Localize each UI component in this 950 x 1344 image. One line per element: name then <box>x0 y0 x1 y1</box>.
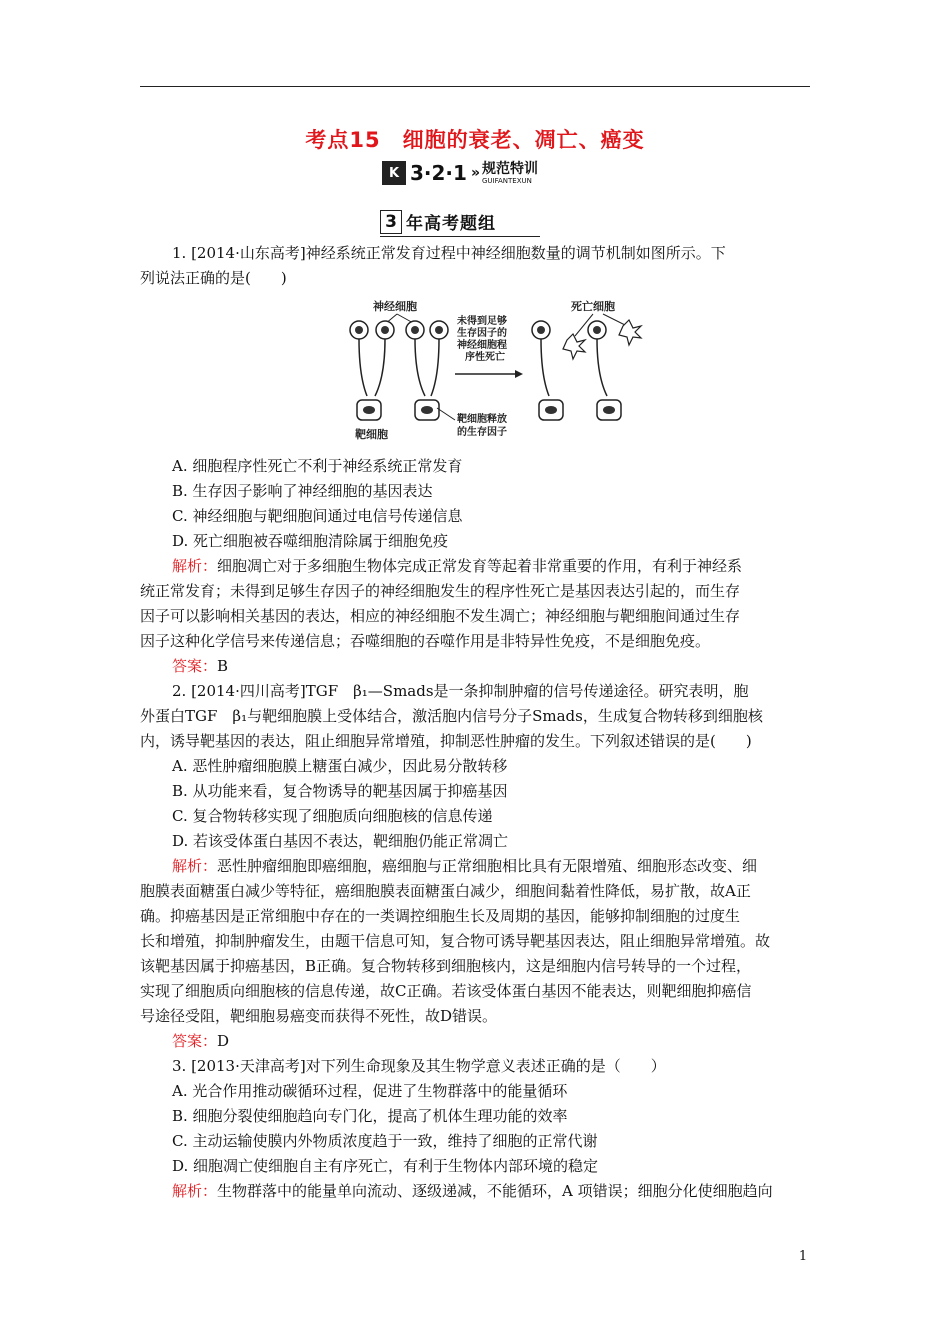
q3-option-b: B. 细胞分裂使细胞趋向专门化，提高了机体生理功能的效率 <box>172 1107 568 1125</box>
q2-analysis-cont: 实现了细胞质向细胞核的信息传递，故C正确。若该受体蛋白基因不能表达，则靶细胞抑癌信 <box>140 982 752 1000</box>
arrow-text-1: 未得到足够 <box>457 316 507 327</box>
q2-analysis: 解析：恶性肿瘤细胞即癌细胞，癌细胞与正常细胞相比具有无限增殖、细胞形态改变、细 <box>172 857 758 875</box>
q2-analysis-cont: 号途径受阻，靶细胞易癌变而获得不死性，故D错误。 <box>140 1007 498 1025</box>
q2-analysis-cont: 确。抑癌基因是正常细胞中存在的一类调控细胞生长及周期的基因，能够抑制细胞的过度生 <box>140 907 741 925</box>
q3-option-a: A. 光合作用推动碳循环过程，促进了生物群落中的能量循环 <box>172 1082 568 1100</box>
q1-option-c: C. 神经细胞与靶细胞间通过电信号传递信息 <box>172 507 463 525</box>
question-1-stem: 1. [2014·山东高考]神经系统正常发育过程中神经细胞数量的调节机制如图所示。下 <box>172 244 726 262</box>
question-2-stem-cont: 外蛋白TGF β₁与靶细胞膜上受体结合，激活胞内信号分子Smads，生成复合物转移到细胞核 <box>140 707 763 725</box>
section-heading <box>380 209 496 234</box>
answer-label: 答案： <box>172 657 218 675</box>
brand-banner <box>382 160 538 186</box>
question-2-stem: 2. [2014·四川高考]TGF β₁—Smads是一条抑制肿瘤的信号传递途径。研究表明，胞 <box>172 682 749 700</box>
page-number: 1 <box>798 1249 808 1264</box>
neuron-left-group <box>350 321 448 441</box>
q2-answer: 答案：D <box>172 1032 230 1050</box>
q1-option-a: A. 细胞程序性死亡不利于神经系统正常发育 <box>172 457 463 475</box>
analysis-label: 解析： <box>172 857 218 875</box>
diagram-label-dead: 死亡细胞 <box>571 300 615 313</box>
brand-logo: K <box>382 161 406 185</box>
release-text-2: 的生存因子 <box>457 427 507 438</box>
release-text-1: 靶细胞释放 <box>457 414 507 425</box>
q2-option-a: A. 恶性肿瘤细胞膜上糖蛋白减少，因此易分散转移 <box>172 757 508 775</box>
section-number-box: 3 <box>380 210 402 234</box>
q2-option-c: C. 复合物转移实现了细胞质向细胞核的信息传递 <box>172 807 493 825</box>
q1-option-b: B. 生存因子影响了神经细胞的基因表达 <box>172 482 433 500</box>
q2-option-d: D. 若该受体蛋白基因不表达，靶细胞仍能正常凋亡 <box>172 832 509 850</box>
analysis-label: 解析： <box>172 557 218 575</box>
q1-analysis-cont: 因子可以影响相关基因的表达，相应的神经细胞不发生凋亡；神经细胞与靶细胞间通过生存 <box>140 607 741 625</box>
page-title: 考点15 细胞的衰老、凋亡、癌变 <box>305 128 645 152</box>
q3-analysis: 解析：生物群落中的能量单向流动、逐级递减，不能循环，A 项错误；细胞分化使细胞趋向 <box>172 1182 773 1200</box>
arrow-text-4: 序性死亡 <box>465 352 505 363</box>
q1-analysis-cont: 因子这种化学信号来传递信息；吞噬细胞的吞噬作用是非特异性免疫，不是细胞免疫。 <box>140 632 711 650</box>
section-underline <box>380 236 540 237</box>
chevron-icon: » <box>470 165 480 181</box>
brand-label: 规范特训 <box>482 160 538 177</box>
q1-answer: 答案：B <box>172 657 229 675</box>
answer-label: 答案： <box>172 1032 218 1050</box>
q1-analysis-cont: 统正常发育；未得到足够生存因子的神经细胞发生的程序性死亡是基因表达引起的，而生存 <box>140 582 741 600</box>
arrow-text-3: 神经细胞程 <box>457 340 507 351</box>
q2-analysis-cont: 长和增殖，抑制肿瘤发生，由题干信息可知，复合物可诱导靶基因表达，阻止细胞异常增殖。故 <box>140 932 771 950</box>
q1-analysis: 解析：细胞凋亡对于多细胞生物体完成正常发育等起着非常重要的作用，有利于神经系 <box>172 557 743 575</box>
question-2-stem-cont: 内，诱导靶基因的表达，阻止细胞异常增殖，抑制恶性肿瘤的发生。下列叙述错误的是( ) <box>140 732 752 750</box>
q2-option-b: B. 从功能来看，复合物诱导的靶基因属于抑癌基因 <box>172 782 508 800</box>
q2-analysis-cont: 该靶基因属于抑癌基因，B正确。复合物转移到细胞核内，这是细胞内信号转导的一个过程， <box>140 957 752 975</box>
top-rule <box>140 86 810 87</box>
q3-option-d: D. 细胞凋亡使细胞自主有序死亡，有利于生物体内部环境的稳定 <box>172 1157 599 1175</box>
question-3-stem: 3. [2013·天津高考]对下列生命现象及其生物学意义表述正确的是（ ） <box>172 1057 666 1075</box>
arrow-text-2: 生存因子的 <box>457 328 507 339</box>
q2-analysis-cont: 胞膜表面糖蛋白减少等特征，癌细胞膜表面糖蛋白减少，细胞间黏着性降低，易扩散，故A正 <box>140 882 751 900</box>
section-label: 年高考题组 <box>406 214 496 234</box>
brand-number: 3·2·1 <box>410 161 467 185</box>
question-1-stem-cont: 列说法正确的是( ) <box>140 269 287 287</box>
neuron-diagram <box>345 296 685 446</box>
diagram-label-target: 靶细胞 <box>355 428 388 441</box>
diagram-label-neuron: 神经细胞 <box>373 300 417 313</box>
brand-pinyin: GUIFANTEXUN <box>482 176 532 185</box>
q1-option-d: D. 死亡细胞被吞噬细胞清除属于细胞免疫 <box>172 532 449 550</box>
analysis-label: 解析： <box>172 1182 218 1200</box>
q3-option-c: C. 主动运输使膜内外物质浓度趋于一致，维持了细胞的正常代谢 <box>172 1132 598 1150</box>
neuron-right-group <box>532 320 641 420</box>
